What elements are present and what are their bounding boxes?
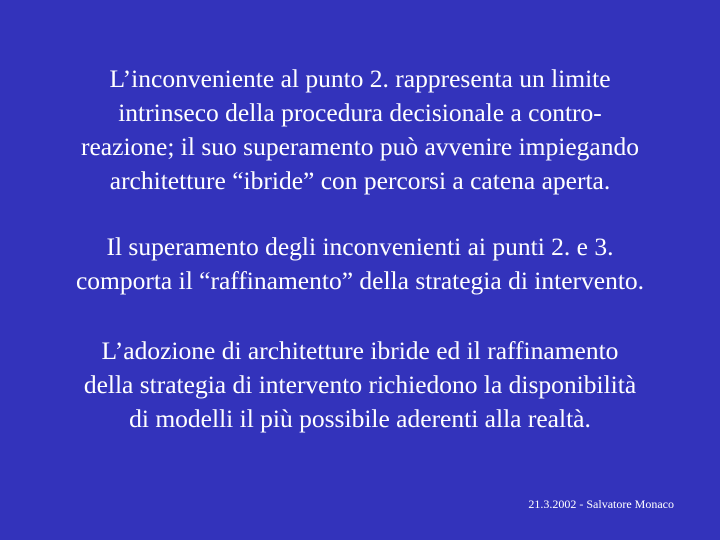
paragraph-line: comporta il “raffinamento” della strategia di intervento. <box>75 266 645 295</box>
paragraph-line: L’inconveniente al punto 2. rappresenta un limite <box>109 64 611 93</box>
paragraph-open-loop-architectures <box>40 62 680 198</box>
paragraph-strategy-refinement <box>40 230 680 298</box>
paragraph-line: intrinseco della procedura decisionale a contro- <box>118 98 602 127</box>
paragraph-line: reazione; il suo superamento può avvenire impiegando <box>81 132 639 161</box>
paragraph-line: L’adozione di architetture ibride ed il raffinamento <box>101 336 619 365</box>
paragraph-line: architetture “ibride” con percorsi a catena aperta. <box>109 166 611 195</box>
footer-date-author: 21.3.2002 - Salvatore Monaco <box>528 497 674 511</box>
paragraph-line: Il superamento degli inconvenienti ai punti 2. e 3. <box>106 232 614 261</box>
paragraph-line: della strategia di intervento richiedono la disponibilità <box>83 370 637 399</box>
paragraph-model-availability <box>40 334 680 436</box>
paragraph-line: di modelli il più possibile aderenti alla realtà. <box>129 404 591 433</box>
